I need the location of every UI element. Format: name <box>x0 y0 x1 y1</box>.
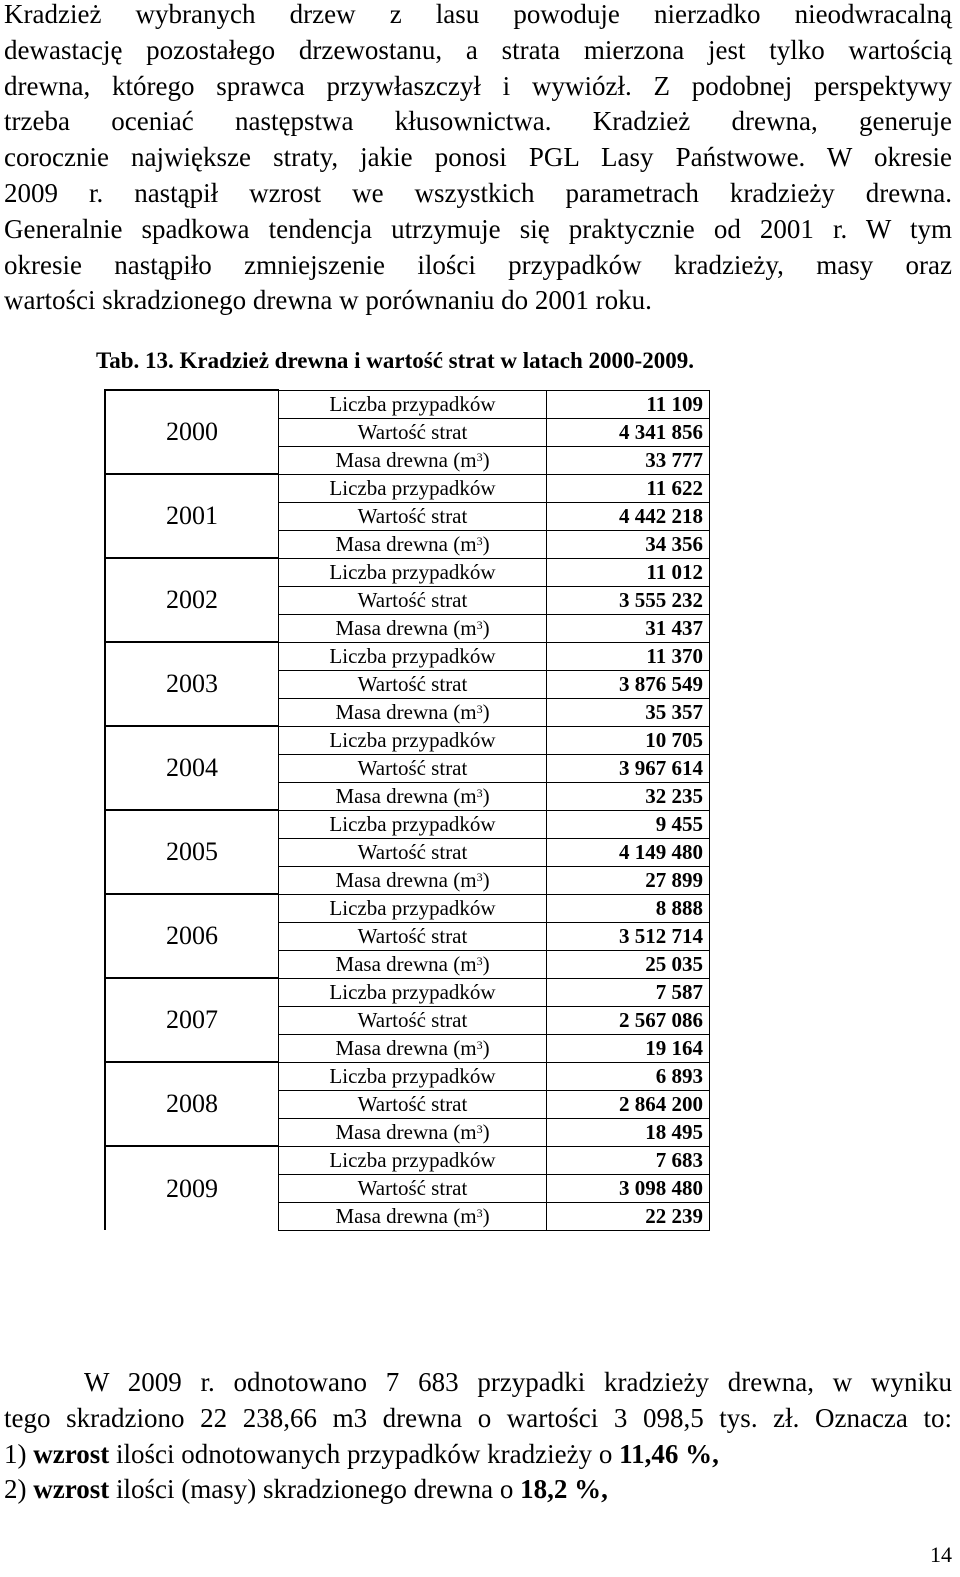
year-cell: 2005 <box>105 810 279 894</box>
row-label-mass: Masa drewna $(m^3)$ <box>279 530 547 558</box>
year-cell: 2001 <box>105 474 279 558</box>
row-label-mass: Masa drewna $(m^3)$ <box>279 698 547 726</box>
row-label-mass: Masa drewna $(m^3)$ <box>279 1034 547 1062</box>
summary-paragraph <box>4 1365 952 1508</box>
year-cell: 2008 <box>105 1062 279 1146</box>
row-label-cases: Liczba przypadków <box>279 642 547 670</box>
row-label-value: Wartość strat <box>279 922 547 950</box>
value-cell-mass: 35 357 <box>547 698 710 726</box>
value-cell-cases: 7 587 <box>547 978 710 1006</box>
value-cell-value: 2 567 086 <box>547 1006 710 1034</box>
year-cell: 2006 <box>105 894 279 978</box>
row-label-mass: Masa drewna $(m^3)$ <box>279 950 547 978</box>
summary-line-1: W 2009 r. odnotowano 7 683 przypadki kradzieży drewna, w wyniku <box>84 1367 952 1397</box>
summary-item-1-bold-verb: wzrost <box>33 1438 110 1469</box>
year-cell: 2009 <box>105 1146 279 1230</box>
intro-line: Generalnie spadkowa tendencja utrzymuje się praktycznie od 2001 r. W tym <box>4 213 952 244</box>
year-cell: 2000 <box>105 390 279 474</box>
intro-line: corocznie największe straty, jakie ponosi PGL Lasy Państwowe. W okresie <box>4 142 952 173</box>
table-row <box>105 390 710 418</box>
table-row <box>105 1146 710 1174</box>
row-label-cases: Liczba przypadków <box>279 894 547 922</box>
summary-item-1: 1) wzrost ilości odnotowanych przypadków kradzieży o 11,46 %, <box>4 1438 719 1469</box>
value-cell-mass: 31 437 <box>547 614 710 642</box>
value-cell-value: 4 149 480 <box>547 838 710 866</box>
row-label-value: Wartość strat <box>279 1174 547 1202</box>
row-label-mass: Masa drewna $(m^3)$ <box>279 446 547 474</box>
row-label-value: Wartość strat <box>279 502 547 530</box>
value-cell-cases: 6 893 <box>547 1062 710 1090</box>
summary-item-2-bold-verb: wzrost <box>33 1474 110 1505</box>
row-label-value: Wartość strat <box>279 754 547 782</box>
intro-paragraph <box>4 0 952 319</box>
value-cell-mass: 34 356 <box>547 530 710 558</box>
value-cell-value: 2 864 200 <box>547 1090 710 1118</box>
table-caption: Tab. 13. Kradzież drewna i wartość strat w latach 2000-2009. <box>96 348 694 373</box>
value-cell-cases: 11 370 <box>547 642 710 670</box>
table-row <box>105 558 710 586</box>
value-cell-value: 4 341 856 <box>547 418 710 446</box>
row-label-value: Wartość strat <box>279 1090 547 1118</box>
row-label-cases: Liczba przypadków <box>279 474 547 502</box>
row-label-mass: Masa drewna $(m^3)$ <box>279 1202 547 1230</box>
intro-line: wartości skradzionego drewna w porównaniu do 2001 roku. <box>4 285 652 316</box>
year-cell: 2003 <box>105 642 279 726</box>
value-cell-value: 4 442 218 <box>547 502 710 530</box>
value-cell-value: 3 098 480 <box>547 1174 710 1202</box>
intro-line: dewastację pozostałego drzewostanu, a strata mierzona jest tylko wartością <box>4 34 952 65</box>
row-label-cases: Liczba przypadków <box>279 558 547 586</box>
row-label-cases: Liczba przypadków <box>279 726 547 754</box>
intro-line: trzeba oceniać następstwa kłusownictwa. Kradzież drewna, generuje <box>4 106 952 137</box>
summary-item-2: 2) wzrost ilości (masy) skradzionego drewna o 18,2 %, <box>4 1474 608 1505</box>
value-cell-mass: 32 235 <box>547 782 710 810</box>
summary-item-1-bold-value: 11,46 %, <box>619 1438 719 1469</box>
theft-table-container <box>104 389 710 1231</box>
row-label-value: Wartość strat <box>279 1006 547 1034</box>
summary-line-2: tego skradziono 22 238,66 m3 drewna o wartości 3 098,5 tys. zł. Oznacza to: <box>4 1402 952 1433</box>
page-number: 14 <box>930 1542 952 1567</box>
intro-line: 2009 r. nastąpił wzrost we wszystkich parametrach kradzieży drewna. <box>4 177 952 208</box>
value-cell-cases: 11 622 <box>547 474 710 502</box>
value-cell-cases: 8 888 <box>547 894 710 922</box>
theft-table <box>104 389 710 1231</box>
year-cell: 2007 <box>105 978 279 1062</box>
row-label-cases: Liczba przypadków <box>279 1062 547 1090</box>
summary-item-2-bold-value: 18,2 %, <box>520 1474 608 1505</box>
intro-line: Kradzież wybranych drzew z lasu powoduje nierzadko nieodwracalną <box>4 0 952 29</box>
row-label-mass: Masa drewna $(m^3)$ <box>279 614 547 642</box>
row-label-value: Wartość strat <box>279 838 547 866</box>
year-cell: 2004 <box>105 726 279 810</box>
row-label-mass: Masa drewna $(m^3)$ <box>279 782 547 810</box>
table-row <box>105 726 710 754</box>
row-label-value: Wartość strat <box>279 670 547 698</box>
value-cell-mass: 33 777 <box>547 446 710 474</box>
table-row <box>105 810 710 838</box>
year-cell: 2002 <box>105 558 279 642</box>
table-row <box>105 642 710 670</box>
value-cell-mass: 19 164 <box>547 1034 710 1062</box>
row-label-cases: Liczba przypadków <box>279 1146 547 1174</box>
row-label-cases: Liczba przypadków <box>279 810 547 838</box>
row-label-value: Wartość strat <box>279 418 547 446</box>
row-label-cases: Liczba przypadków <box>279 390 547 418</box>
row-label-cases: Liczba przypadków <box>279 978 547 1006</box>
value-cell-cases: 11 109 <box>547 390 710 418</box>
value-cell-mass: 22 239 <box>547 1202 710 1230</box>
table-row <box>105 894 710 922</box>
value-cell-value: 3 555 232 <box>547 586 710 614</box>
value-cell-value: 3 967 614 <box>547 754 710 782</box>
value-cell-value: 3 512 714 <box>547 922 710 950</box>
value-cell-mass: 25 035 <box>547 950 710 978</box>
value-cell-cases: 11 012 <box>547 558 710 586</box>
row-label-mass: Masa drewna $(m^3)$ <box>279 1118 547 1146</box>
table-row <box>105 978 710 1006</box>
value-cell-cases: 7 683 <box>547 1146 710 1174</box>
intro-line: okresie nastąpiło zmniejszenie ilości przypadków kradzieży, masy oraz <box>4 249 952 280</box>
table-row <box>105 1062 710 1090</box>
intro-line: drewna, którego sprawca przywłaszczył i wywiózł. Z podobnej perspektywy <box>4 70 952 101</box>
row-label-value: Wartość strat <box>279 586 547 614</box>
value-cell-mass: 18 495 <box>547 1118 710 1146</box>
value-cell-cases: 9 455 <box>547 810 710 838</box>
value-cell-value: 3 876 549 <box>547 670 710 698</box>
table-row <box>105 474 710 502</box>
value-cell-mass: 27 899 <box>547 866 710 894</box>
value-cell-cases: 10 705 <box>547 726 710 754</box>
row-label-mass: Masa drewna $(m^3)$ <box>279 866 547 894</box>
